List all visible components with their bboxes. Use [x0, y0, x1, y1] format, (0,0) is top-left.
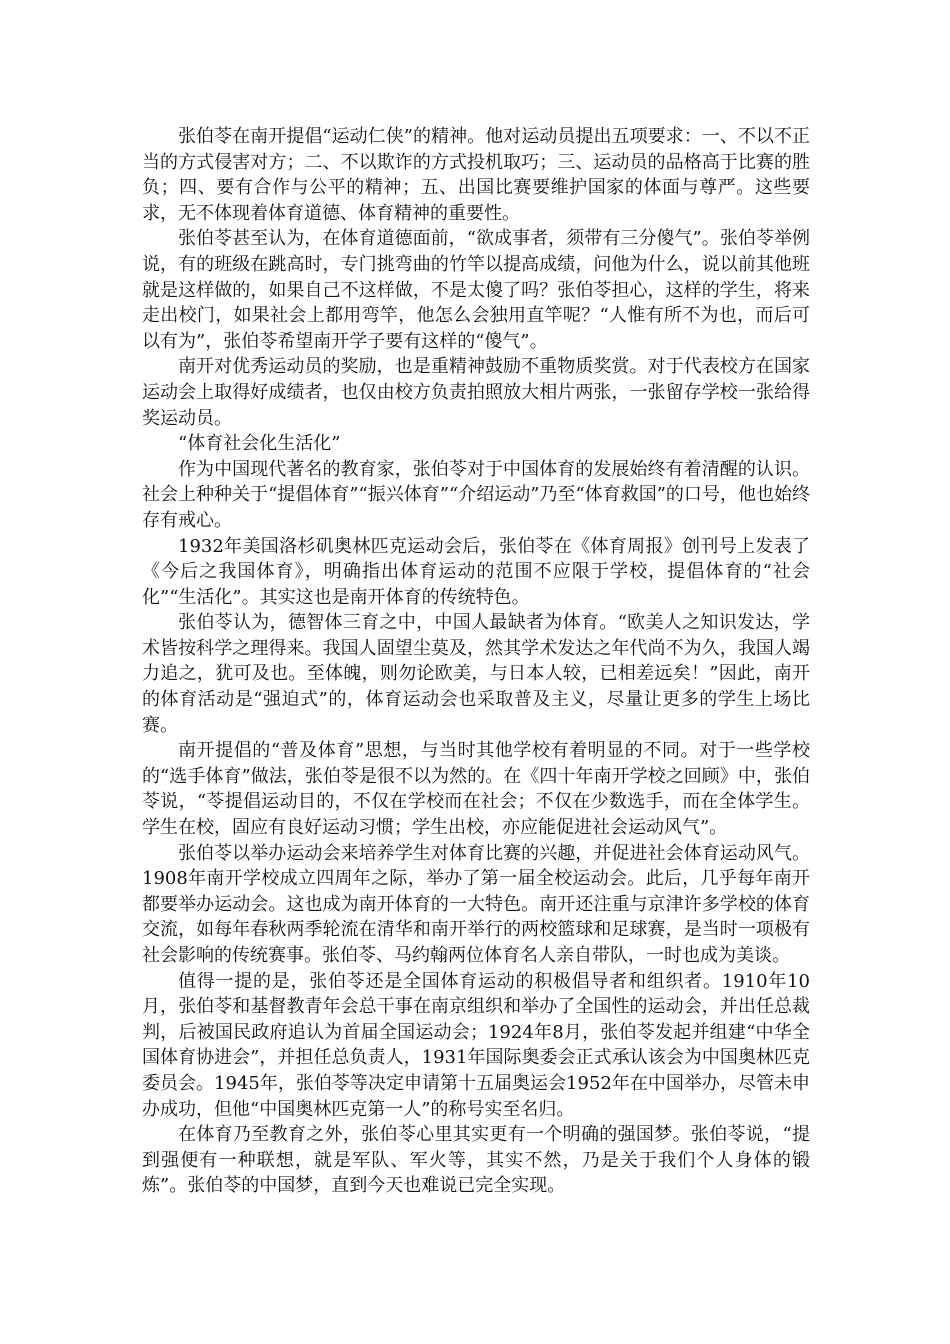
paragraph-strong-nation: 在体育乃至教育之外，张伯苓心里其实更有一个明确的强国梦。张伯苓说，“提到强便有一种联想，就是军队、军火等，其实不然，乃是关于我们个人身体的锻炼”。张伯苓的中国梦，直到今天也难说已完全实现。	[142, 1124, 810, 1197]
paragraph-three-educations: 张伯苓认为，德智体三育之中，中国人最缺者为体育。“欧美人之知识发达，学术皆按科学之理得来。我国人固望尘莫及，然其学术发达之年代尚不为久，我国人竭力追之，犹可及也。至体魄，则勿论欧美，与日本人较，已相差远矣！”因此，南开的体育活动是“强迫式”的，体育运动会也采取普及主义，尽量让更多的学生上场比赛。	[142, 612, 810, 736]
paragraph-national-games: 值得一提的是，张伯苓还是全国体育运动的积极倡导者和组织者。1910年10月，张伯苓和基督教青年会总干事在南京组织和举办了全国性的运动会，并出任总裁判，后被国民政府追认为首届全国运动会；1924年8月，张伯苓发起并组建“中华全国体育协进会”，并担任总负责人，1931年国际奥委会正式承认该会为中国奥林匹克委员会。1945年，张伯苓等决定申请第十五届奥运会1952年在中国举办，尽管未申办成功，但他“中国奥林匹克第一人”的称号实至名归。	[142, 970, 810, 1120]
paragraph-sports-meets: 张伯苓以举办运动会来培养学生对体育比赛的兴趣，并促进社会体育运动风气。1908年南开学校成立四周年之际，举办了第一届全校运动会。此后，几乎每年南开都要举办运动会。这也成为南开体育的一大特色。南开还注重与京津许多学校的体育交流，如每年春秋两季轮流在清华和南开举行的两校篮球和足球赛，是当时一项极有社会影响的传统赛事。张伯苓、马约翰两位体育名人亲自带队，一时也成为美谈。	[142, 842, 810, 966]
paragraph-rewards: 南开对优秀运动员的奖励，也是重精神鼓励不重物质奖赏。对于代表校方在国家运动会上取得好成绩者，也仅由校方负责拍照放大相片两张，一张留存学校一张给得奖运动员。	[142, 356, 810, 429]
paragraph-1932: 1932年美国洛杉矶奥林匹克运动会后，张伯苓在《体育周报》创刊号上发表了《今后之我国体育》，明确指出体育运动的范围不应限于学校，提倡体育的“社会化”“生活化”。其实这也是南开体育的传统特色。	[142, 535, 810, 608]
paragraph-educator: 作为中国现代著名的教育家，张伯苓对于中国体育的发展始终有着清醒的认识。社会上种种关于“提倡体育”“振兴体育”“介绍运动”乃至“体育救国”的口号，他也始终存有戒心。	[142, 458, 810, 531]
document-body	[142, 124, 810, 1199]
section-heading: “体育社会化生活化”	[178, 433, 341, 455]
paragraph-popular-sports: 南开提倡的“普及体育”思想，与当时其他学校有着明显的不同。对于一些学校的“选手体育”做法，张伯苓是很不以为然的。在《四十年南开学校之回顾》中，张伯苓说，“苓提倡运动目的，不仅在学校而在社会；不仅在少数选手，而在全体学生。学生在校，固应有良好运动习惯；学生出校，亦应能促进社会运动风气”。	[142, 740, 810, 839]
paragraph-foolishness: 张伯苓甚至认为，在体育道德面前，“欲成事者，须带有三分傻气”。张伯苓举例说，有的班级在跳高时，专门挑弯曲的竹竿以提高成绩，问他为什么，说以前其他班就是这样做的，如果自己不这样做，不是太傻了吗？张伯苓担心，这样的学生，将来走出校门，如果社会上都用弯竿，他怎么会独用直竿呢？“人惟有所不为也，而后可以有为”，张伯苓希望南开学子要有这样的“傻气”。	[142, 228, 810, 352]
paragraph-sportsmanship: 张伯苓在南开提倡“运动仁侠”的精神。他对运动员提出五项要求：一、不以不正当的方式侵害对方；二、不以欺诈的方式投机取巧；三、运动员的品格高于比赛的胜负；四、要有合作与公平的精神；五、出国比赛要维护国家的体面与尊严。这些要求，无不体现着体育道德、体育精神的重要性。	[142, 126, 810, 224]
